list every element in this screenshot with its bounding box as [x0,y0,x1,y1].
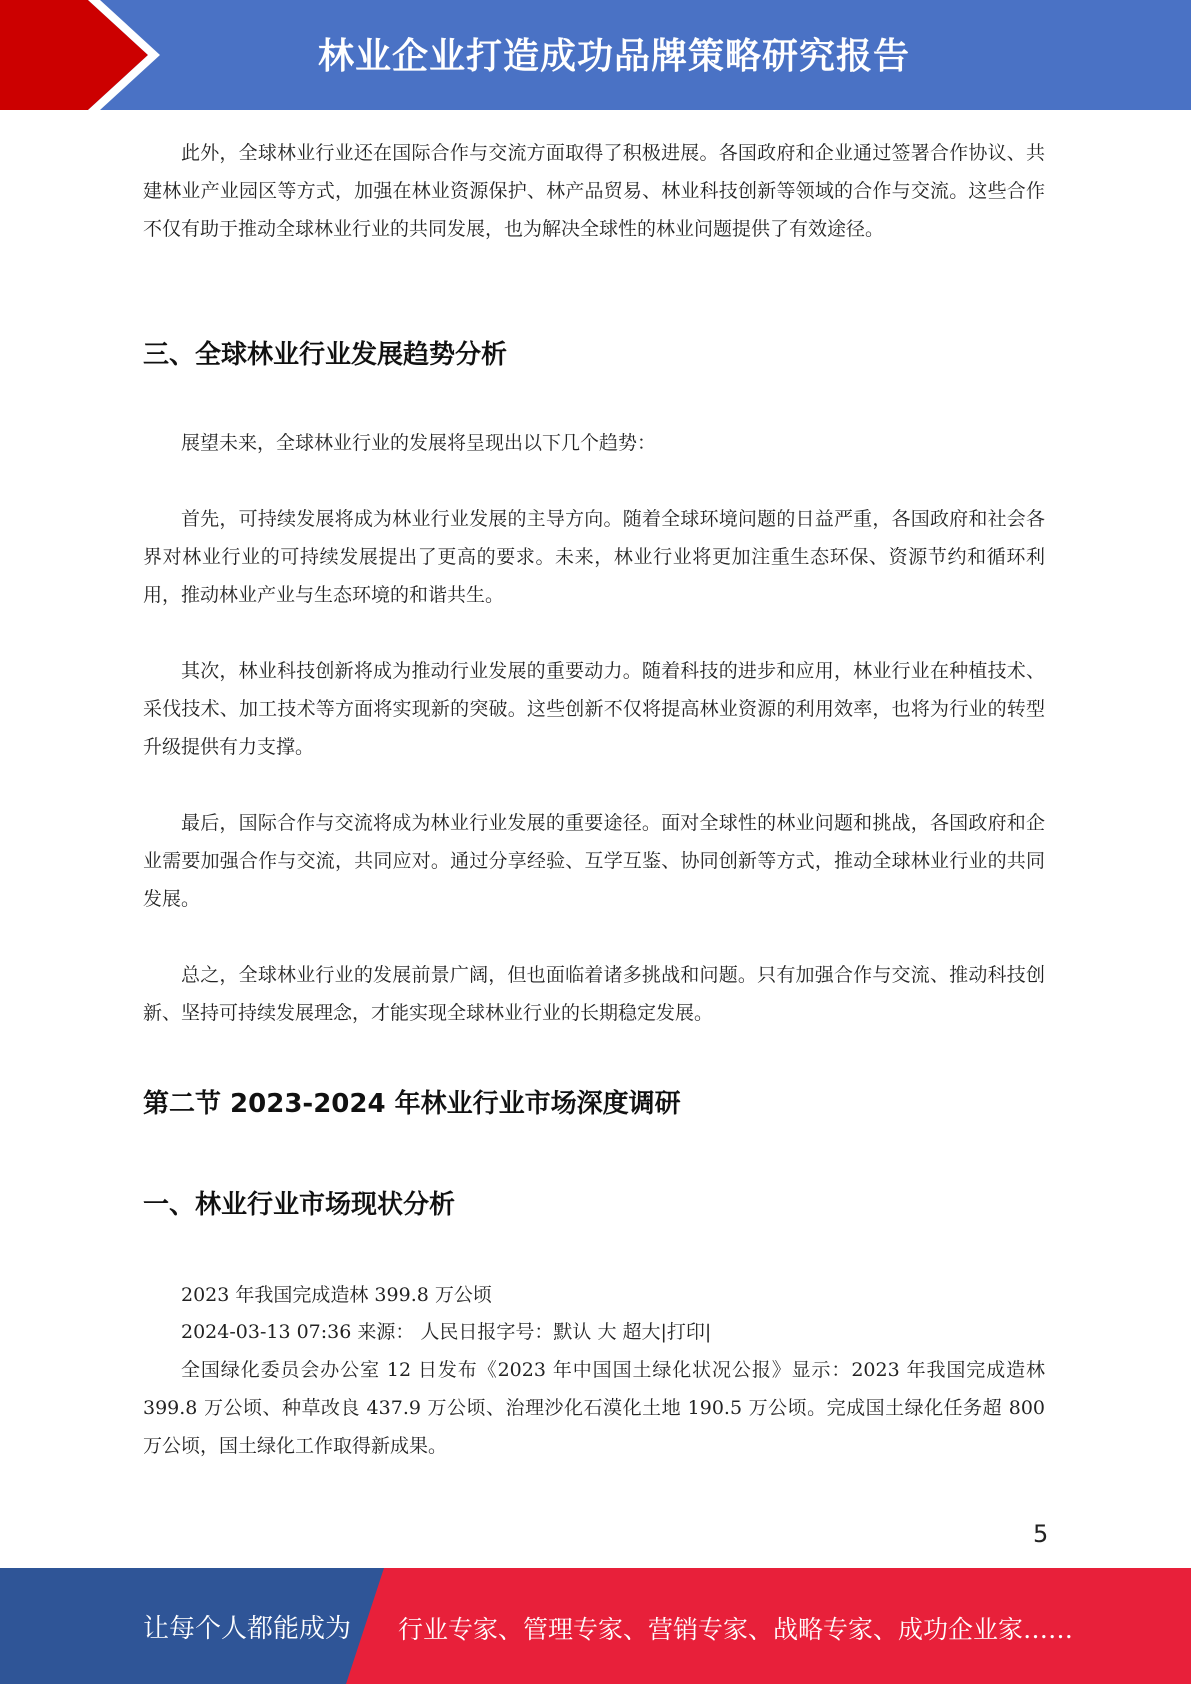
section-heading-market-status: 一、林业行业市场现状分析 [143,1190,456,1220]
page-footer [0,1568,1191,1684]
news-headline: 2023 年我国完成造林 399.8 万公顷 [181,1284,492,1306]
paragraph-greening-report: 全国绿化委员会办公室 12 日发布《2023 年中国国土绿化状况公报》显示：2023 年我国完成造林 399.8 万公顷、种草改良 437.9 万公顷、治理沙化石漠化土地 190.5 万公顷。完成国土绿化任务超 800 万公顷，国土绿化工作取得新成果。 [143,1359,1045,1457]
paragraph-sustainability: 首先，可持续发展将成为林业行业发展的主导方向。随着全球环境问题的日益严重，各国政府和社会各界对林业行业的可持续发展提出了更高的要求。未来，林业行业将更加注重生态环保、资源节约和循环利用，推动林业产业与生态环境的和谐共生。 [143,508,1045,606]
paragraph-tech-innovation: 其次，林业科技创新将成为推动行业发展的重要动力。随着科技的进步和应用，林业行业在种植技术、采伐技术、加工技术等方面将实现新的突破。这些创新不仅将提高林业资源的利用效率，也将为行业的转型升级提供有力支撑。 [143,660,1045,758]
news-meta: 2024-03-13 07:36 来源： 人民日报字号：默认 大 超大|打印| [181,1321,712,1343]
report-title: 林业企业打造成功品牌策略研究报告 [318,36,911,77]
page-header [0,0,1191,110]
footer-slogan-left: 让每个人都能成为 [143,1614,352,1644]
page-number: 5 [1033,1520,1049,1548]
section-heading-market-research: 第二节 2023-2024 年林业行业市场深度调研 [143,1089,681,1119]
paragraph-outlook-intro: 展望未来，全球林业行业的发展将呈现出以下几个趋势： [181,432,657,454]
paragraph-international-exchange: 最后，国际合作与交流将成为林业行业发展的重要途径。面对全球性的林业问题和挑战，各国政府和企业需要加强合作与交流，共同应对。通过分享经验、互学互鉴、协同创新等方式，推动全球林业行业的共同发展。 [143,812,1045,910]
paragraph-conclusion: 总之，全球林业行业的发展前景广阔，但也面临着诸多挑战和问题。只有加强合作与交流、推动科技创新、坚持可持续发展理念，才能实现全球林业行业的长期稳定发展。 [143,964,1045,1024]
footer-slogan-right: 行业专家、管理专家、营销专家、战略专家、成功企业家…… [398,1615,1074,1644]
paragraph-international-cooperation: 此外，全球林业行业还在国际合作与交流方面取得了积极进展。各国政府和企业通过签署合作协议、共建林业产业园区等方式，加强在林业资源保护、林产品贸易、林业科技创新等领域的合作与交流。这些合作不仅有助于推动全球林业行业的共同发展，也为解决全球性的林业问题提供了有效途径。 [143,142,1045,240]
header-red-chevron [0,0,148,110]
section-heading-trends: 三、全球林业行业发展趋势分析 [143,340,508,370]
